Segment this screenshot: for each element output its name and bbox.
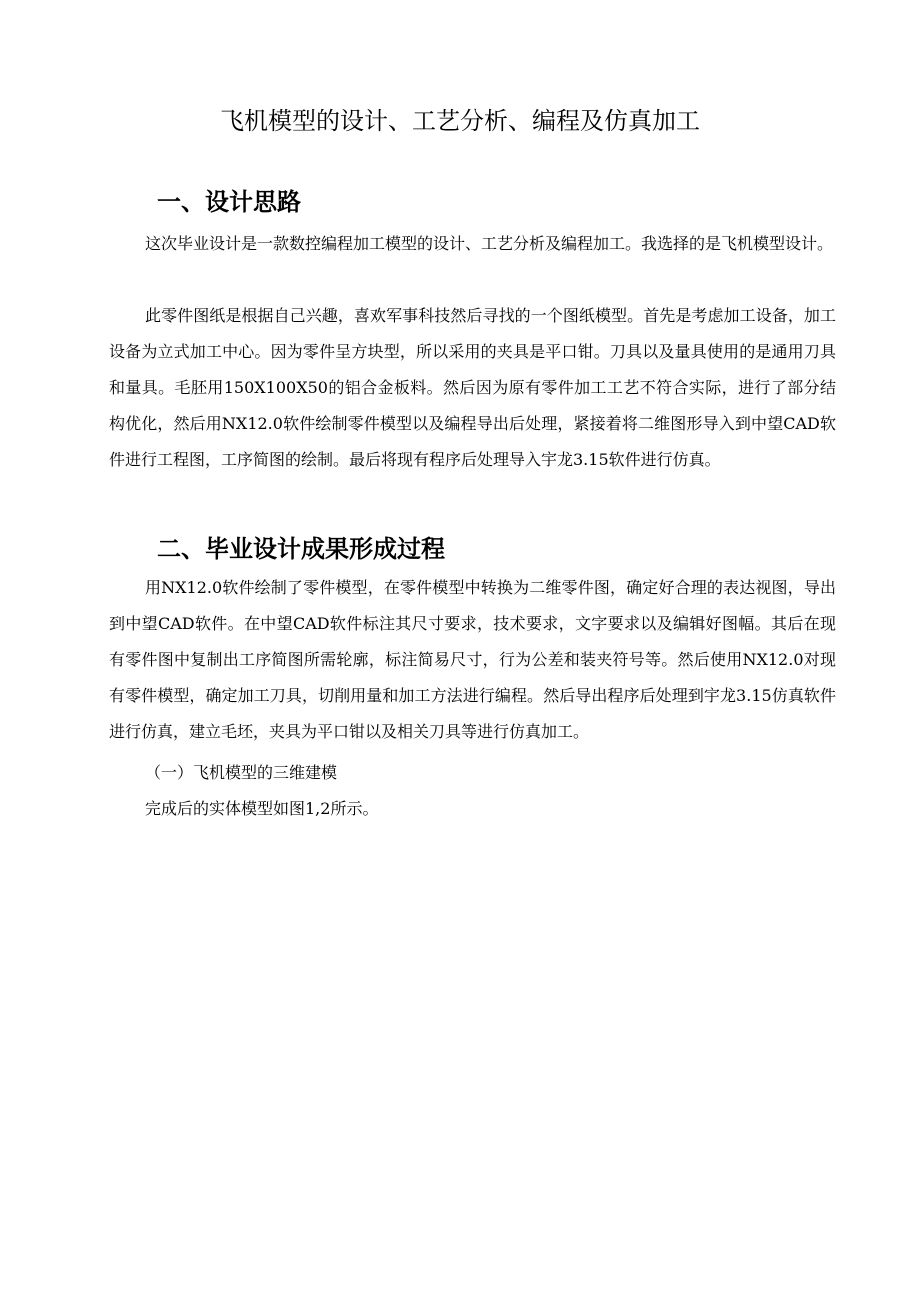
paragraph-design-intro: 这次毕业设计是一款数控编程加工模型的设计、工艺分析及编程加工。我选择的是飞机模型设计。 xyxy=(145,234,834,253)
subsection-heading-3d-modeling: （一）飞机模型的三维建模 xyxy=(145,763,338,782)
section-heading-process: 二、毕业设计成果形成过程 xyxy=(157,535,445,563)
paragraph-figure-reference: 完成后的实体模型如图1,2所示。 xyxy=(145,799,379,818)
paragraph-process: 用NX12.0软件绘制了零件模型，在零件模型中转换为二维零件图，确定好合理的表达视图，导出到中望CAD软件。在中望CAD软件标注其尺寸要求，技术要求，文字要求以及编辑好图幅。其后在现有零件图中复制出工序简图所需轮廓，标注简易尺寸，行为公差和装夹符号等。然后使用NX12.0对现有零件模型，确定加工刀具，切削用量和加工方法进行编程。然后导出程序后处理到宇龙3.15仿真软件进行仿真，建立毛坯，夹具为平口钳以及相关刀具等进行仿真加工。 xyxy=(109,578,836,741)
paragraph-design-detail: 此零件图纸是根据自己兴趣，喜欢军事科技然后寻找的一个图纸模型。首先是考虑加工设备，加工设备为立式加工中心。因为零件呈方块型，所以采用的夹具是平口钳。刀具以及量具使用的是通用刀具和量具。毛胚用150X100X50的铝合金板料。然后因为原有零件加工工艺不符合实际，进行了部分结构优化，然后用NX12.0软件绘制零件模型以及编程导出后处理，紧接着将二维图形导入到中望CAD软件进行工程图，工序简图的绘制。最后将现有程序后处理导入宇龙3.15软件进行仿真。 xyxy=(109,306,836,469)
section-heading-design-idea: 一、设计思路 xyxy=(157,188,301,216)
document-title: 飞机模型的设计、工艺分析、编程及仿真加工 xyxy=(220,107,700,135)
